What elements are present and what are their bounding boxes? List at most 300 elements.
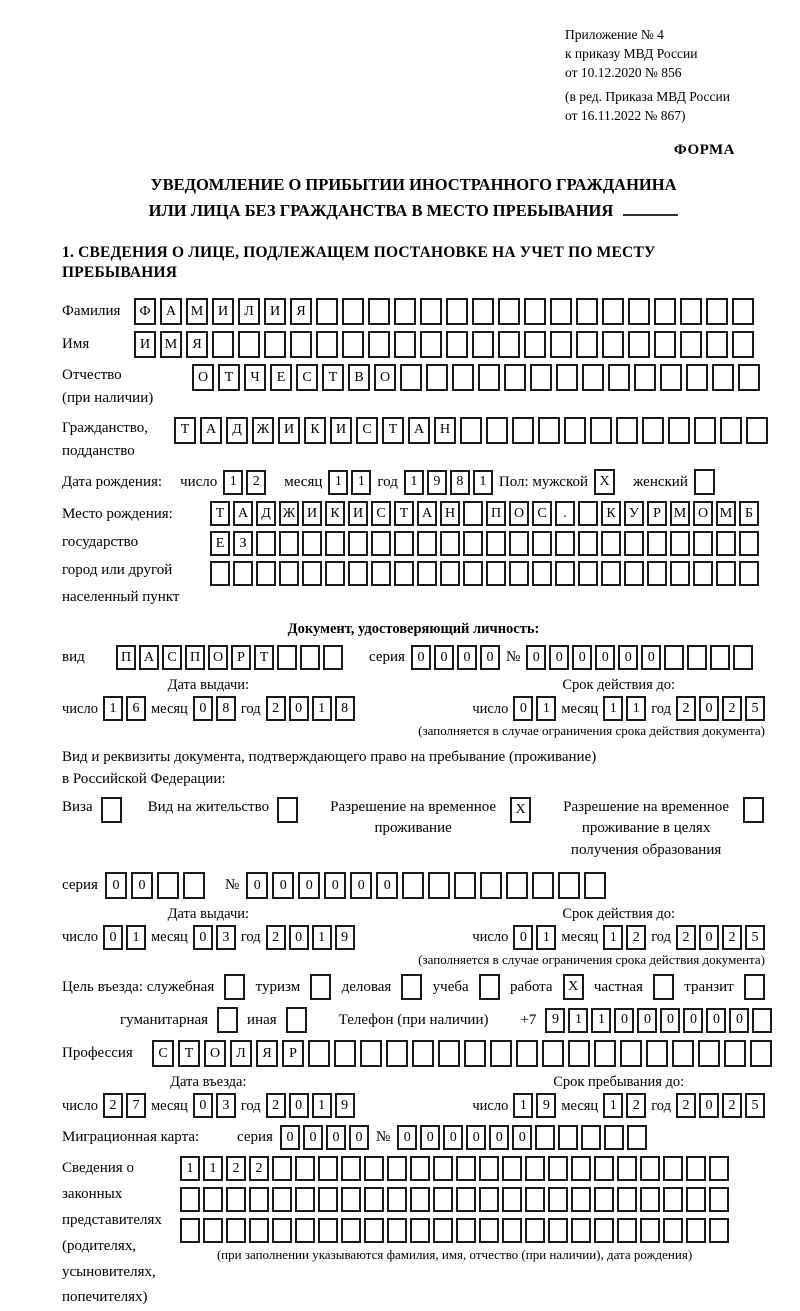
char-box[interactable]: Я: [186, 331, 208, 358]
char-box[interactable]: 7: [126, 1093, 146, 1118]
char-box[interactable]: 8: [216, 696, 236, 721]
char-box[interactable]: О: [509, 501, 529, 526]
char-box[interactable]: 0: [549, 645, 569, 670]
char-box[interactable]: [604, 1125, 624, 1150]
char-box[interactable]: 1: [404, 470, 424, 495]
char-box[interactable]: [584, 872, 606, 899]
char-box[interactable]: 2: [722, 696, 742, 721]
char-box[interactable]: [672, 1040, 694, 1067]
char-box[interactable]: З: [233, 531, 253, 556]
char-box[interactable]: [316, 298, 338, 325]
char-box[interactable]: [387, 1156, 407, 1181]
char-box[interactable]: [594, 1187, 614, 1212]
char-box[interactable]: 1: [351, 470, 371, 495]
char-box[interactable]: [602, 298, 624, 325]
char-box[interactable]: [410, 1187, 430, 1212]
char-box[interactable]: [535, 1125, 555, 1150]
char-box[interactable]: [371, 561, 391, 586]
char-box[interactable]: [525, 1156, 545, 1181]
char-box[interactable]: [440, 561, 460, 586]
char-box[interactable]: А: [233, 501, 253, 526]
char-box[interactable]: [180, 1218, 200, 1243]
char-box[interactable]: 1: [312, 696, 332, 721]
char-box[interactable]: [342, 331, 364, 358]
char-box[interactable]: [394, 331, 416, 358]
char-box[interactable]: [502, 1187, 522, 1212]
char-box[interactable]: [752, 1008, 772, 1033]
char-box[interactable]: [509, 531, 529, 556]
char-box[interactable]: 0: [298, 872, 320, 899]
char-box[interactable]: 0: [480, 645, 500, 670]
char-box[interactable]: [417, 531, 437, 556]
char-box[interactable]: 0: [303, 1125, 323, 1150]
char-box[interactable]: [400, 364, 422, 391]
char-box[interactable]: 2: [626, 925, 646, 950]
char-box[interactable]: [670, 561, 690, 586]
char-box[interactable]: 1: [180, 1156, 200, 1181]
char-box[interactable]: П: [116, 645, 136, 670]
char-box[interactable]: У: [624, 501, 644, 526]
char-box[interactable]: 0: [397, 1125, 417, 1150]
char-box[interactable]: 1: [568, 1008, 588, 1033]
char-box[interactable]: [300, 645, 320, 670]
char-box[interactable]: 1: [603, 696, 623, 721]
char-box[interactable]: [464, 1040, 486, 1067]
char-box[interactable]: [394, 298, 416, 325]
char-box[interactable]: И: [348, 501, 368, 526]
char-box[interactable]: [341, 1187, 361, 1212]
char-box[interactable]: [530, 364, 552, 391]
char-box[interactable]: [555, 561, 575, 586]
char-box[interactable]: 0: [699, 696, 719, 721]
char-box[interactable]: [720, 417, 742, 444]
char-box[interactable]: 1: [626, 696, 646, 721]
char-box[interactable]: Ж: [279, 501, 299, 526]
char-box[interactable]: 0: [706, 1008, 726, 1033]
char-box[interactable]: 0: [466, 1125, 486, 1150]
char-box[interactable]: [686, 364, 708, 391]
char-box[interactable]: [578, 531, 598, 556]
char-box[interactable]: [279, 561, 299, 586]
char-box[interactable]: [594, 1218, 614, 1243]
char-box[interactable]: 0: [326, 1125, 346, 1150]
char-box[interactable]: К: [601, 501, 621, 526]
char-box[interactable]: [486, 417, 508, 444]
char-box[interactable]: [490, 1040, 512, 1067]
char-box[interactable]: М: [160, 331, 182, 358]
char-box[interactable]: [680, 298, 702, 325]
purpose-transit-checkbox[interactable]: [744, 974, 765, 1000]
char-box[interactable]: А: [200, 417, 222, 444]
char-box[interactable]: [532, 561, 552, 586]
char-box[interactable]: Д: [226, 417, 248, 444]
char-box[interactable]: [348, 561, 368, 586]
char-box[interactable]: 0: [729, 1008, 749, 1033]
char-box[interactable]: [506, 872, 528, 899]
char-box[interactable]: [571, 1218, 591, 1243]
char-box[interactable]: Т: [218, 364, 240, 391]
char-box[interactable]: 8: [335, 696, 355, 721]
char-box[interactable]: [342, 298, 364, 325]
char-box[interactable]: [538, 417, 560, 444]
purpose-study-checkbox[interactable]: [479, 974, 500, 1000]
char-box[interactable]: [548, 1156, 568, 1181]
char-box[interactable]: [410, 1156, 430, 1181]
char-box[interactable]: [581, 1125, 601, 1150]
char-box[interactable]: 2: [722, 925, 742, 950]
char-box[interactable]: 0: [572, 645, 592, 670]
char-box[interactable]: 6: [126, 696, 146, 721]
char-box[interactable]: 9: [335, 925, 355, 950]
sex-male-checkbox[interactable]: X: [594, 469, 615, 495]
char-box[interactable]: [433, 1156, 453, 1181]
char-box[interactable]: [256, 561, 276, 586]
char-box[interactable]: [479, 1218, 499, 1243]
char-box[interactable]: [686, 1187, 706, 1212]
char-box[interactable]: 0: [280, 1125, 300, 1150]
char-box[interactable]: [694, 417, 716, 444]
char-box[interactable]: [709, 1187, 729, 1212]
char-box[interactable]: 5: [745, 696, 765, 721]
char-box[interactable]: 2: [266, 696, 286, 721]
char-box[interactable]: 0: [641, 645, 661, 670]
char-box[interactable]: А: [139, 645, 159, 670]
char-box[interactable]: [660, 364, 682, 391]
char-box[interactable]: 0: [289, 925, 309, 950]
char-box[interactable]: 0: [105, 872, 127, 899]
sex-female-checkbox[interactable]: [694, 469, 715, 495]
char-box[interactable]: [710, 645, 730, 670]
char-box[interactable]: [226, 1218, 246, 1243]
char-box[interactable]: Д: [256, 501, 276, 526]
char-box[interactable]: [647, 561, 667, 586]
char-box[interactable]: [693, 531, 713, 556]
char-box[interactable]: [318, 1218, 338, 1243]
char-box[interactable]: 0: [699, 925, 719, 950]
char-box[interactable]: 0: [246, 872, 268, 899]
char-box[interactable]: [624, 531, 644, 556]
char-box[interactable]: [687, 645, 707, 670]
char-box[interactable]: [472, 298, 494, 325]
char-box[interactable]: С: [371, 501, 391, 526]
char-box[interactable]: [627, 1125, 647, 1150]
char-box[interactable]: [578, 561, 598, 586]
char-box[interactable]: [698, 1040, 720, 1067]
char-box[interactable]: [558, 872, 580, 899]
char-box[interactable]: П: [486, 501, 506, 526]
char-box[interactable]: [709, 1156, 729, 1181]
char-box[interactable]: О: [204, 1040, 226, 1067]
char-box[interactable]: [368, 298, 390, 325]
char-box[interactable]: И: [302, 501, 322, 526]
char-box[interactable]: 1: [312, 925, 332, 950]
char-box[interactable]: [620, 1040, 642, 1067]
char-box[interactable]: [360, 1040, 382, 1067]
char-box[interactable]: [647, 531, 667, 556]
char-box[interactable]: [454, 872, 476, 899]
char-box[interactable]: [602, 331, 624, 358]
char-box[interactable]: 0: [349, 1125, 369, 1150]
char-box[interactable]: [709, 1218, 729, 1243]
char-box[interactable]: 0: [272, 872, 294, 899]
purpose-tourism-checkbox[interactable]: [310, 974, 331, 1000]
char-box[interactable]: [394, 531, 414, 556]
char-box[interactable]: [452, 364, 474, 391]
char-box[interactable]: [364, 1156, 384, 1181]
char-box[interactable]: М: [186, 298, 208, 325]
char-box[interactable]: [272, 1187, 292, 1212]
char-box[interactable]: [628, 331, 650, 358]
char-box[interactable]: Я: [290, 298, 312, 325]
char-box[interactable]: [548, 1187, 568, 1212]
char-box[interactable]: [624, 561, 644, 586]
char-box[interactable]: [264, 331, 286, 358]
char-box[interactable]: [706, 331, 728, 358]
char-box[interactable]: [463, 501, 483, 526]
char-box[interactable]: 0: [637, 1008, 657, 1033]
char-box[interactable]: 0: [489, 1125, 509, 1150]
char-box[interactable]: [420, 298, 442, 325]
char-box[interactable]: В: [348, 364, 370, 391]
char-box[interactable]: 0: [420, 1125, 440, 1150]
char-box[interactable]: [157, 872, 179, 899]
char-box[interactable]: Ж: [252, 417, 274, 444]
char-box[interactable]: 2: [226, 1156, 246, 1181]
char-box[interactable]: [456, 1218, 476, 1243]
char-box[interactable]: [590, 417, 612, 444]
char-box[interactable]: И: [278, 417, 300, 444]
char-box[interactable]: И: [212, 298, 234, 325]
char-box[interactable]: А: [408, 417, 430, 444]
char-box[interactable]: С: [152, 1040, 174, 1067]
char-box[interactable]: [750, 1040, 772, 1067]
char-box[interactable]: [663, 1187, 683, 1212]
char-box[interactable]: И: [264, 298, 286, 325]
char-box[interactable]: 9: [427, 470, 447, 495]
char-box[interactable]: 1: [223, 470, 243, 495]
char-box[interactable]: 5: [745, 925, 765, 950]
char-box[interactable]: Т: [322, 364, 344, 391]
char-box[interactable]: 1: [328, 470, 348, 495]
char-box[interactable]: [548, 1218, 568, 1243]
char-box[interactable]: [233, 561, 253, 586]
char-box[interactable]: М: [716, 501, 736, 526]
char-box[interactable]: [480, 872, 502, 899]
char-box[interactable]: Е: [270, 364, 292, 391]
char-box[interactable]: 2: [676, 925, 696, 950]
char-box[interactable]: [341, 1218, 361, 1243]
char-box[interactable]: [371, 531, 391, 556]
char-box[interactable]: [732, 298, 754, 325]
char-box[interactable]: [323, 645, 343, 670]
char-box[interactable]: [542, 1040, 564, 1067]
char-box[interactable]: И: [134, 331, 156, 358]
char-box[interactable]: [555, 531, 575, 556]
char-box[interactable]: 0: [660, 1008, 680, 1033]
char-box[interactable]: [295, 1156, 315, 1181]
char-box[interactable]: 0: [683, 1008, 703, 1033]
char-box[interactable]: О: [208, 645, 228, 670]
char-box[interactable]: 0: [457, 645, 477, 670]
char-box[interactable]: [594, 1156, 614, 1181]
char-box[interactable]: [308, 1040, 330, 1067]
char-box[interactable]: [364, 1187, 384, 1212]
char-box[interactable]: [617, 1187, 637, 1212]
char-box[interactable]: [249, 1187, 269, 1212]
char-box[interactable]: [456, 1156, 476, 1181]
char-box[interactable]: [524, 331, 546, 358]
char-box[interactable]: [446, 331, 468, 358]
char-box[interactable]: [290, 331, 312, 358]
char-box[interactable]: [558, 1125, 578, 1150]
char-box[interactable]: [646, 1040, 668, 1067]
char-box[interactable]: [628, 298, 650, 325]
char-box[interactable]: [640, 1187, 660, 1212]
temp-residence-education-checkbox[interactable]: [743, 797, 764, 823]
char-box[interactable]: [325, 531, 345, 556]
char-box[interactable]: 2: [249, 1156, 269, 1181]
char-box[interactable]: [486, 531, 506, 556]
char-box[interactable]: 9: [545, 1008, 565, 1033]
char-box[interactable]: [368, 331, 390, 358]
char-box[interactable]: [426, 364, 448, 391]
char-box[interactable]: [525, 1187, 545, 1212]
residence-permit-checkbox[interactable]: [277, 797, 298, 823]
char-box[interactable]: [716, 531, 736, 556]
char-box[interactable]: Л: [238, 298, 260, 325]
char-box[interactable]: 0: [513, 696, 533, 721]
char-box[interactable]: [571, 1156, 591, 1181]
char-box[interactable]: 3: [216, 1093, 236, 1118]
char-box[interactable]: [440, 531, 460, 556]
char-box[interactable]: [479, 1187, 499, 1212]
char-box[interactable]: [608, 364, 630, 391]
char-box[interactable]: [601, 531, 621, 556]
char-box[interactable]: [654, 331, 676, 358]
char-box[interactable]: [226, 1187, 246, 1212]
char-box[interactable]: 2: [246, 470, 266, 495]
char-box[interactable]: Я: [256, 1040, 278, 1067]
temp-residence-checkbox[interactable]: X: [510, 797, 531, 823]
char-box[interactable]: [532, 531, 552, 556]
char-box[interactable]: 1: [473, 470, 493, 495]
char-box[interactable]: [486, 561, 506, 586]
char-box[interactable]: [617, 1156, 637, 1181]
char-box[interactable]: 0: [512, 1125, 532, 1150]
char-box[interactable]: [556, 364, 578, 391]
char-box[interactable]: [516, 1040, 538, 1067]
char-box[interactable]: 1: [126, 925, 146, 950]
char-box[interactable]: 0: [131, 872, 153, 899]
char-box[interactable]: 0: [411, 645, 431, 670]
char-box[interactable]: [456, 1187, 476, 1212]
char-box[interactable]: 1: [591, 1008, 611, 1033]
purpose-business-checkbox[interactable]: [401, 974, 422, 1000]
char-box[interactable]: [272, 1156, 292, 1181]
visa-checkbox[interactable]: [101, 797, 122, 823]
char-box[interactable]: [564, 417, 586, 444]
char-box[interactable]: [504, 364, 526, 391]
char-box[interactable]: [686, 1218, 706, 1243]
char-box[interactable]: [663, 1156, 683, 1181]
char-box[interactable]: [670, 531, 690, 556]
char-box[interactable]: 0: [595, 645, 615, 670]
char-box[interactable]: Т: [382, 417, 404, 444]
char-box[interactable]: 1: [536, 925, 556, 950]
char-box[interactable]: Р: [231, 645, 251, 670]
char-box[interactable]: [180, 1187, 200, 1212]
char-box[interactable]: [341, 1156, 361, 1181]
char-box[interactable]: М: [670, 501, 690, 526]
char-box[interactable]: [738, 364, 760, 391]
char-box[interactable]: [417, 561, 437, 586]
char-box[interactable]: [479, 1156, 499, 1181]
char-box[interactable]: 2: [676, 1093, 696, 1118]
char-box[interactable]: [724, 1040, 746, 1067]
char-box[interactable]: 1: [536, 696, 556, 721]
char-box[interactable]: 0: [193, 696, 213, 721]
char-box[interactable]: [387, 1218, 407, 1243]
char-box[interactable]: 0: [193, 1093, 213, 1118]
char-box[interactable]: 9: [335, 1093, 355, 1118]
char-box[interactable]: А: [160, 298, 182, 325]
char-box[interactable]: Р: [647, 501, 667, 526]
char-box[interactable]: А: [417, 501, 437, 526]
char-box[interactable]: [210, 561, 230, 586]
char-box[interactable]: [578, 501, 598, 526]
char-box[interactable]: 2: [266, 1093, 286, 1118]
char-box[interactable]: [716, 561, 736, 586]
char-box[interactable]: 0: [443, 1125, 463, 1150]
char-box[interactable]: [594, 1040, 616, 1067]
char-box[interactable]: 8: [450, 470, 470, 495]
purpose-other-checkbox[interactable]: [286, 1007, 307, 1033]
char-box[interactable]: [498, 331, 520, 358]
char-box[interactable]: [334, 1040, 356, 1067]
char-box[interactable]: [318, 1187, 338, 1212]
char-box[interactable]: [576, 331, 598, 358]
char-box[interactable]: 2: [676, 696, 696, 721]
char-box[interactable]: [640, 1218, 660, 1243]
char-box[interactable]: [571, 1187, 591, 1212]
char-box[interactable]: 0: [350, 872, 372, 899]
char-box[interactable]: 0: [614, 1008, 634, 1033]
char-box[interactable]: [634, 364, 656, 391]
char-box[interactable]: 0: [434, 645, 454, 670]
char-box[interactable]: [420, 331, 442, 358]
char-box[interactable]: К: [325, 501, 345, 526]
char-box[interactable]: 1: [312, 1093, 332, 1118]
char-box[interactable]: Л: [230, 1040, 252, 1067]
char-box[interactable]: [509, 561, 529, 586]
char-box[interactable]: К: [304, 417, 326, 444]
char-box[interactable]: [640, 1156, 660, 1181]
char-box[interactable]: 0: [376, 872, 398, 899]
char-box[interactable]: Ф: [134, 298, 156, 325]
char-box[interactable]: [438, 1040, 460, 1067]
char-box[interactable]: [525, 1218, 545, 1243]
char-box[interactable]: Т: [254, 645, 274, 670]
char-box[interactable]: [463, 531, 483, 556]
char-box[interactable]: [532, 872, 554, 899]
char-box[interactable]: [302, 561, 322, 586]
char-box[interactable]: И: [330, 417, 352, 444]
char-box[interactable]: [739, 561, 759, 586]
char-box[interactable]: [746, 417, 768, 444]
char-box[interactable]: Т: [394, 501, 414, 526]
char-box[interactable]: [295, 1218, 315, 1243]
char-box[interactable]: 2: [266, 925, 286, 950]
